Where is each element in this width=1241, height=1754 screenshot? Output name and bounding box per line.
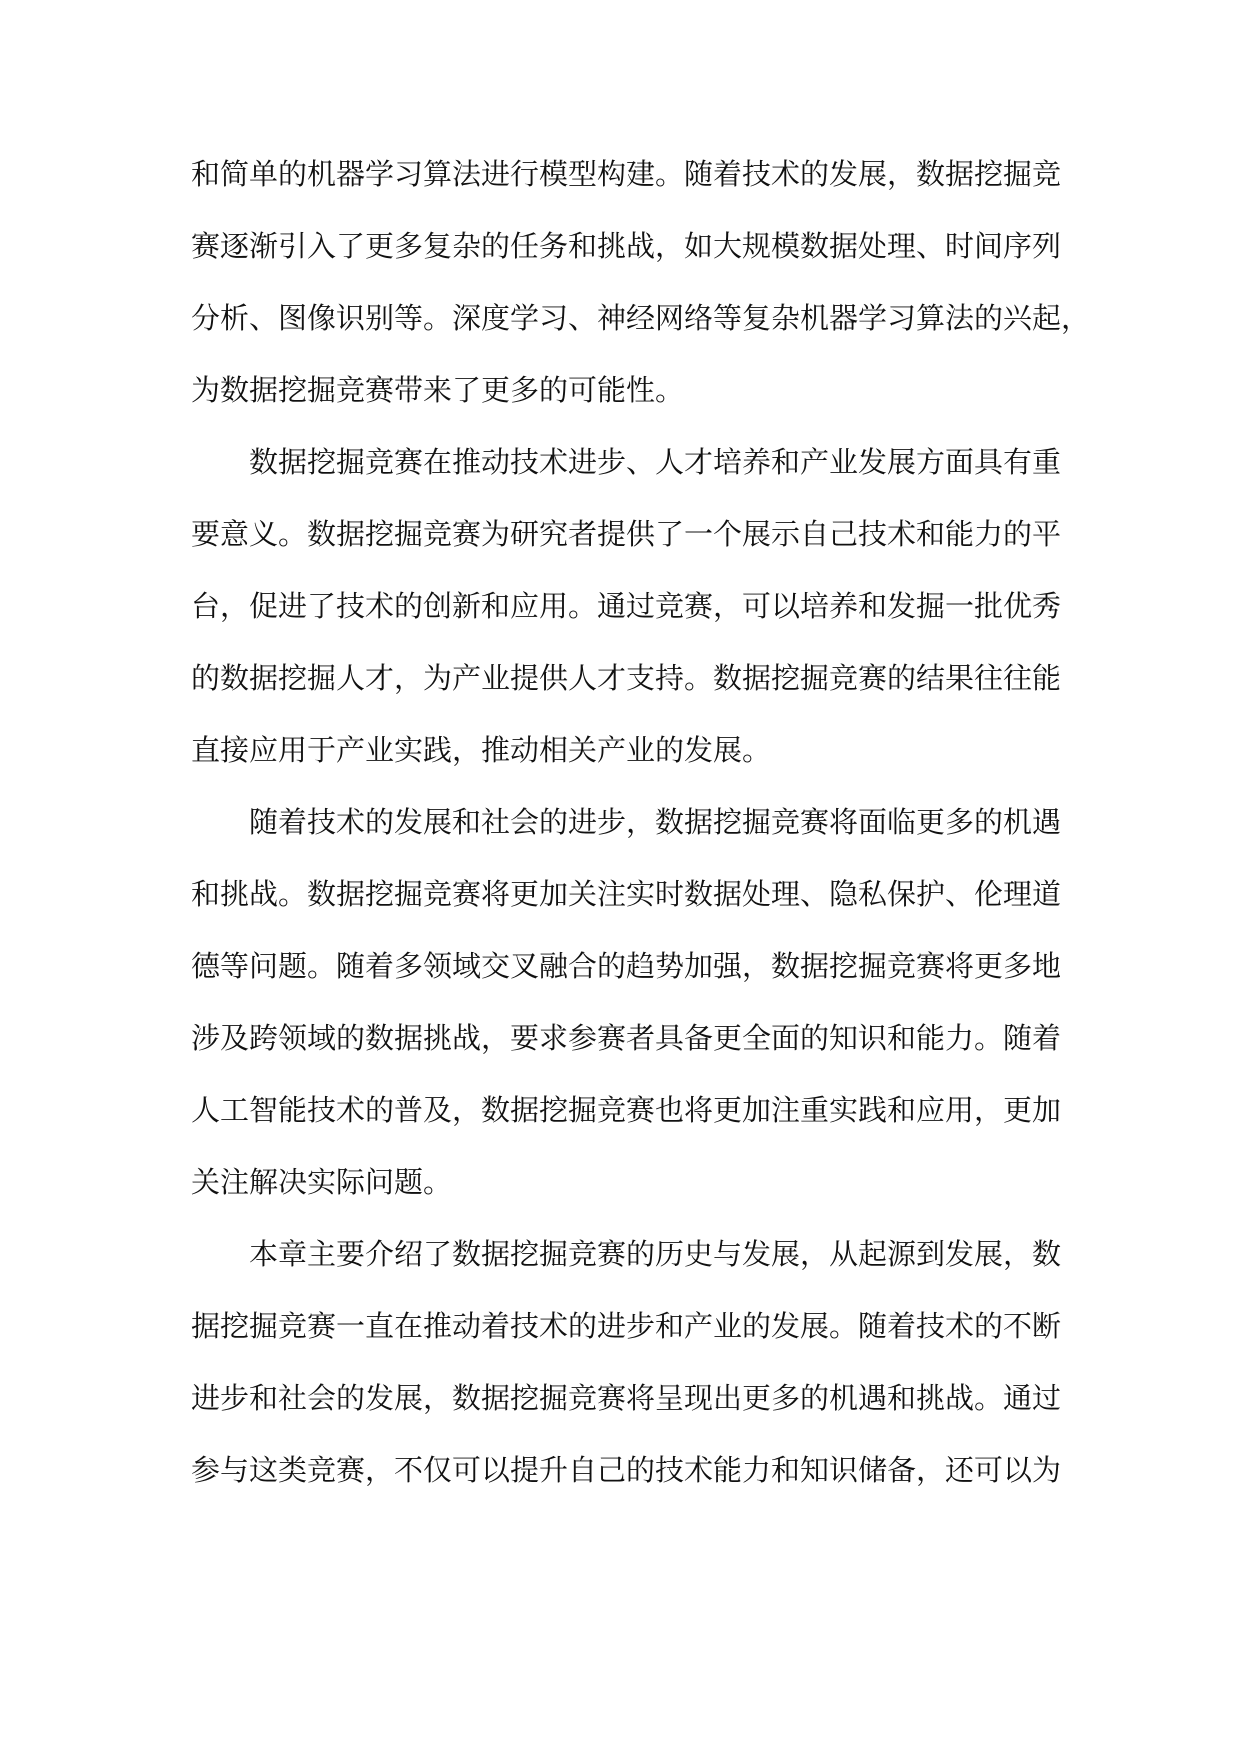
text-line: 分析、图像识别等。深度学习、神经网络等复杂机器学习算法的兴起，	[191, 301, 1091, 335]
text-line: 参与这类竞赛，不仅可以提升自己的技术能力和知识储备，还可以为	[191, 1453, 1062, 1487]
text-line: 的数据挖掘人才，为产业提供人才支持。数据挖掘竞赛的结果往往能	[191, 661, 1062, 695]
text-line: 随着技术的发展和社会的进步，数据挖掘竞赛将面临更多的机遇	[249, 805, 1062, 839]
text-line: 和挑战。数据挖掘竞赛将更加关注实时数据处理、隐私保护、伦理道	[191, 877, 1062, 911]
text-line: 德等问题。随着多领域交叉融合的趋势加强，数据挖掘竞赛将更多地	[191, 949, 1062, 983]
text-line: 据挖掘竞赛一直在推动着技术的进步和产业的发展。随着技术的不断	[191, 1309, 1062, 1343]
text-line: 直接应用于产业实践，推动相关产业的发展。	[191, 733, 772, 767]
text-line: 进步和社会的发展，数据挖掘竞赛将呈现出更多的机遇和挑战。通过	[191, 1381, 1062, 1415]
text-line: 关注解决实际问题。	[191, 1165, 453, 1199]
text-line: 要意义。数据挖掘竞赛为研究者提供了一个展示自己技术和能力的平	[191, 517, 1062, 551]
text-line: 涉及跨领域的数据挑战，要求参赛者具备更全面的知识和能力。随着	[191, 1021, 1062, 1055]
text-line: 台，促进了技术的创新和应用。通过竞赛，可以培养和发掘一批优秀	[191, 589, 1062, 623]
text-line: 人工智能技术的普及，数据挖掘竞赛也将更加注重实践和应用，更加	[191, 1093, 1062, 1127]
text-line: 数据挖掘竞赛在推动技术进步、人才培养和产业发展方面具有重	[249, 445, 1062, 479]
text-line: 赛逐渐引入了更多复杂的任务和挑战，如大规模数据处理、时间序列	[191, 229, 1062, 263]
text-line: 为数据挖掘竞赛带来了更多的可能性。	[191, 373, 685, 407]
text-line: 和简单的机器学习算法进行模型构建。随着技术的发展，数据挖掘竞	[191, 157, 1062, 191]
text-line: 本章主要介绍了数据挖掘竞赛的历史与发展，从起源到发展，数	[249, 1237, 1062, 1271]
